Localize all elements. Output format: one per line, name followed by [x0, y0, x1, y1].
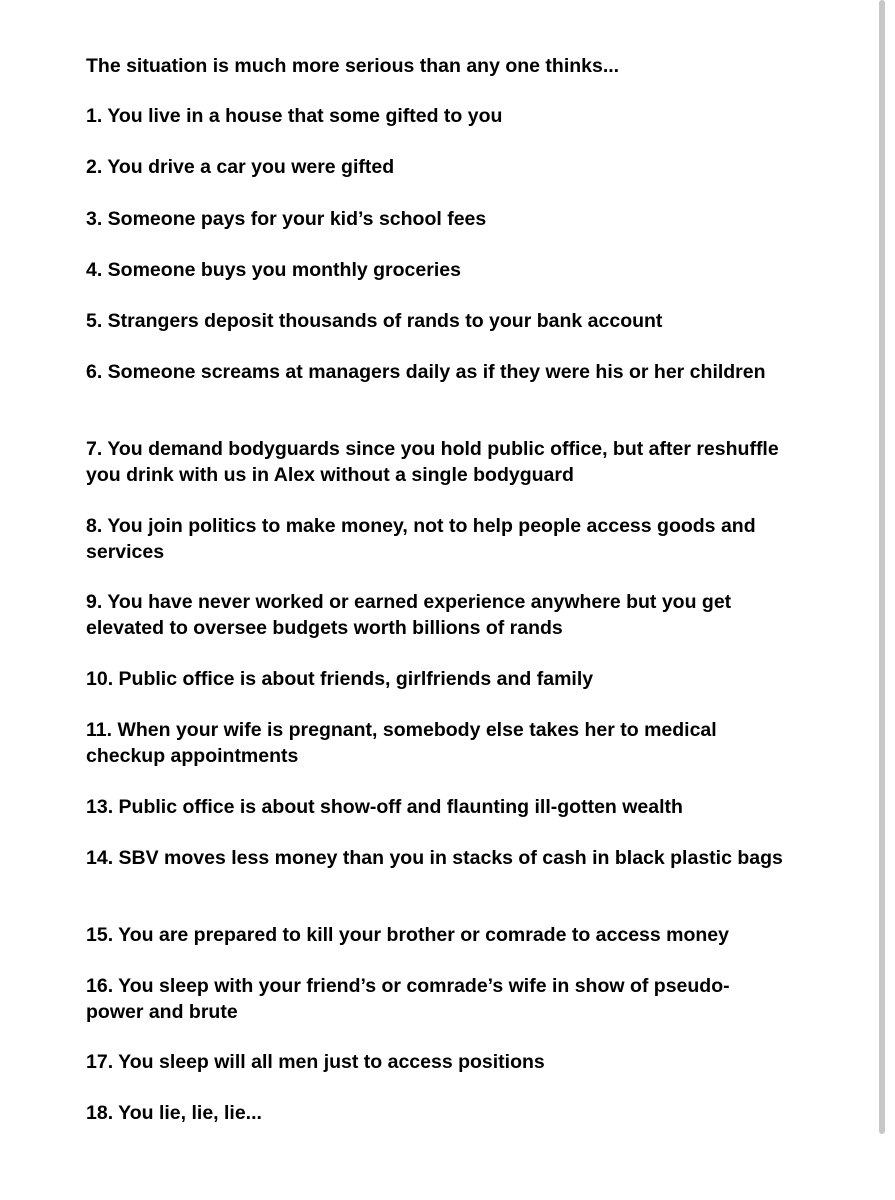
- list-item-5: 5. Strangers deposit thousands of rands to your bank account: [86, 310, 663, 332]
- list-item-2: 2. You drive a car you were gifted: [86, 156, 395, 178]
- list-item-4: 4. Someone buys you monthly groceries: [86, 259, 461, 281]
- list-item-14: 14. SBV moves less money than you in stacks of cash in black plastic bags: [86, 847, 783, 869]
- intro-text: The situation is much more serious than any one thinks...: [86, 55, 620, 77]
- list-item-8: 8. You join politics to make money, not to help people access goods and services: [86, 515, 756, 563]
- list-item-6: 6. Someone screams at managers daily as if they were his or her children: [86, 361, 766, 383]
- list-item-15: 15. You are prepared to kill your brother or comrade to access money: [86, 924, 729, 946]
- list-item-3: 3. Someone pays for your kid’s school fees: [86, 208, 487, 230]
- vertical-scrollbar[interactable]: [879, 0, 885, 1134]
- list-item-9: 9. You have never worked or earned experience anywhere but you get elevated to oversee budgets worth billions of rands: [86, 591, 732, 639]
- list-item-11: 11. When your wife is pregnant, somebody else takes her to medical checkup appointments: [86, 719, 717, 767]
- list-item-1: 1. You live in a house that some gifted to you: [86, 105, 503, 127]
- list-item-13: 13. Public office is about show-off and flaunting ill-gotten wealth: [86, 796, 683, 818]
- list-item-18: 18. You lie, lie, lie...: [86, 1102, 262, 1124]
- list-item-10: 10. Public office is about friends, girlfriends and family: [86, 668, 594, 690]
- list-item-7: 7. You demand bodyguards since you hold public office, but after reshuffle you drink with us in Alex without a single bodyguard: [86, 438, 779, 486]
- list-item-17: 17. You sleep will all men just to access positions: [86, 1051, 545, 1073]
- list-item-16: 16. You sleep with your friend’s or comrade’s wife in show of pseudo-power and brute: [86, 975, 730, 1023]
